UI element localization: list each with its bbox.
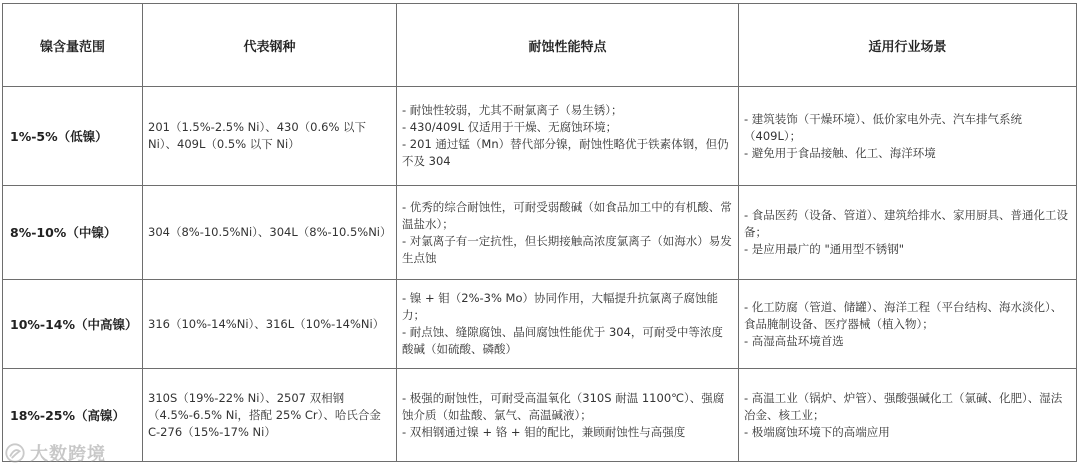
steel-grades-cell: 201（1.5%-2.5% Ni）、430（0.6% 以下 Ni）、409L（0.5% 以下 Ni） bbox=[143, 87, 397, 186]
corrosion-cell bbox=[397, 280, 739, 369]
table-row bbox=[3, 280, 1077, 369]
scenarios-cell bbox=[739, 87, 1077, 186]
table-row bbox=[3, 87, 1077, 186]
header-nickel-range: 镍含量范围 bbox=[3, 4, 143, 87]
watermark-text: 大数跨境 bbox=[30, 444, 106, 465]
scenario-line: - 避免用于食品接触、化工、海洋环境 bbox=[744, 145, 936, 160]
scenario-line: - 是应用最广的 "通用型不锈钢" bbox=[744, 242, 905, 256]
scenario-line: - 建筑装饰（干燥环境）、低价家电外壳、汽车排气系统（409L）； bbox=[744, 111, 1023, 143]
scenarios-cell bbox=[739, 369, 1077, 462]
corrosion-cell bbox=[397, 369, 739, 462]
brand-logo-icon bbox=[4, 442, 26, 464]
corrosion-line: - 201 通过锰（Mn）替代部分镍，耐蚀性略优于铁素体钢，但仍不及 304 bbox=[402, 137, 729, 168]
header-corrosion-properties: 耐蚀性能特点 bbox=[397, 4, 739, 87]
corrosion-line: - 耐蚀性较弱，尤其不耐氯离子（易生锈）； bbox=[402, 103, 623, 117]
corrosion-line: - 优秀的综合耐蚀性，可耐受弱酸碱（如食品加工中的有机酸、常温盐水）； bbox=[402, 199, 732, 231]
steel-grades-cell: 316（10%-14%Ni）、316L（10%-14%Ni） bbox=[143, 280, 397, 369]
corrosion-cell bbox=[397, 87, 739, 186]
scenarios-cell bbox=[739, 280, 1077, 369]
brand-watermark bbox=[4, 440, 106, 466]
scenario-line: - 化工防腐（管道、储罐）、海洋工程（平台结构、海水淡化）、食品腌制设备、医疗器械（植入物）； bbox=[744, 299, 1063, 331]
table-row bbox=[3, 186, 1077, 280]
corrosion-line: - 极强的耐蚀性，可耐受高温氧化（310S 耐温 1100℃）、强腐蚀介质（如盐酸、氯气、高温碱液）； bbox=[402, 390, 725, 422]
scenarios-cell bbox=[739, 186, 1077, 280]
nickel-range-cell: 1%-5%（低镍） bbox=[3, 87, 143, 186]
corrosion-line: - 双相钢通过镍 + 铬 + 钼的配比，兼顾耐蚀性与高强度 bbox=[402, 424, 686, 439]
corrosion-line: - 耐点蚀、缝隙腐蚀、晶间腐蚀性能优于 304，可耐受中等浓度酸碱（如硫酸、磷酸） bbox=[402, 325, 723, 356]
scenario-line: - 极端腐蚀环境下的高端应用 bbox=[744, 424, 890, 439]
scenario-line: - 高湿高盐环境首选 bbox=[744, 333, 844, 348]
corrosion-line: - 对氯离子有一定抗性，但长期接触高浓度氯离子（如海水）易发生点蚀 bbox=[402, 233, 732, 265]
nickel-content-table bbox=[2, 3, 1077, 462]
header-steel-grades: 代表钢种 bbox=[143, 4, 397, 87]
steel-grades-cell: 310S（19%-22% Ni）、2507 双相钢（4.5%-6.5% Ni，搭配 25% Cr）、哈氏合金 C-276（15%-17% Ni） bbox=[143, 369, 397, 462]
nickel-range-cell: 8%-10%（中镍） bbox=[3, 186, 143, 280]
corrosion-cell bbox=[397, 186, 739, 280]
steel-grades-cell: 304（8%-10.5%Ni）、304L（8%-10.5%Ni） bbox=[143, 186, 397, 280]
table-header-row bbox=[3, 4, 1077, 87]
corrosion-line: - 430/409L 仅适用于干燥、无腐蚀环境； bbox=[402, 120, 618, 134]
header-application-scenarios: 适用行业场景 bbox=[739, 4, 1077, 87]
nickel-range-cell: 10%-14%（中高镍） bbox=[3, 280, 143, 369]
scenario-line: - 高温工业（锅炉、炉管）、强酸强碱化工（氯碱、化肥）、湿法冶金、核工业； bbox=[744, 390, 1063, 422]
corrosion-line: - 镍 + 钼（2%-3% Mo）协同作用，大幅提升抗氯离子腐蚀能力； bbox=[402, 291, 719, 322]
nickel-range-cell: 18%-25%（高镍） bbox=[3, 369, 143, 462]
table-row bbox=[3, 369, 1077, 462]
scenario-line: - 食品医药（设备、管道）、建筑给排水、家用厨具、普通化工设备； bbox=[744, 208, 1069, 239]
